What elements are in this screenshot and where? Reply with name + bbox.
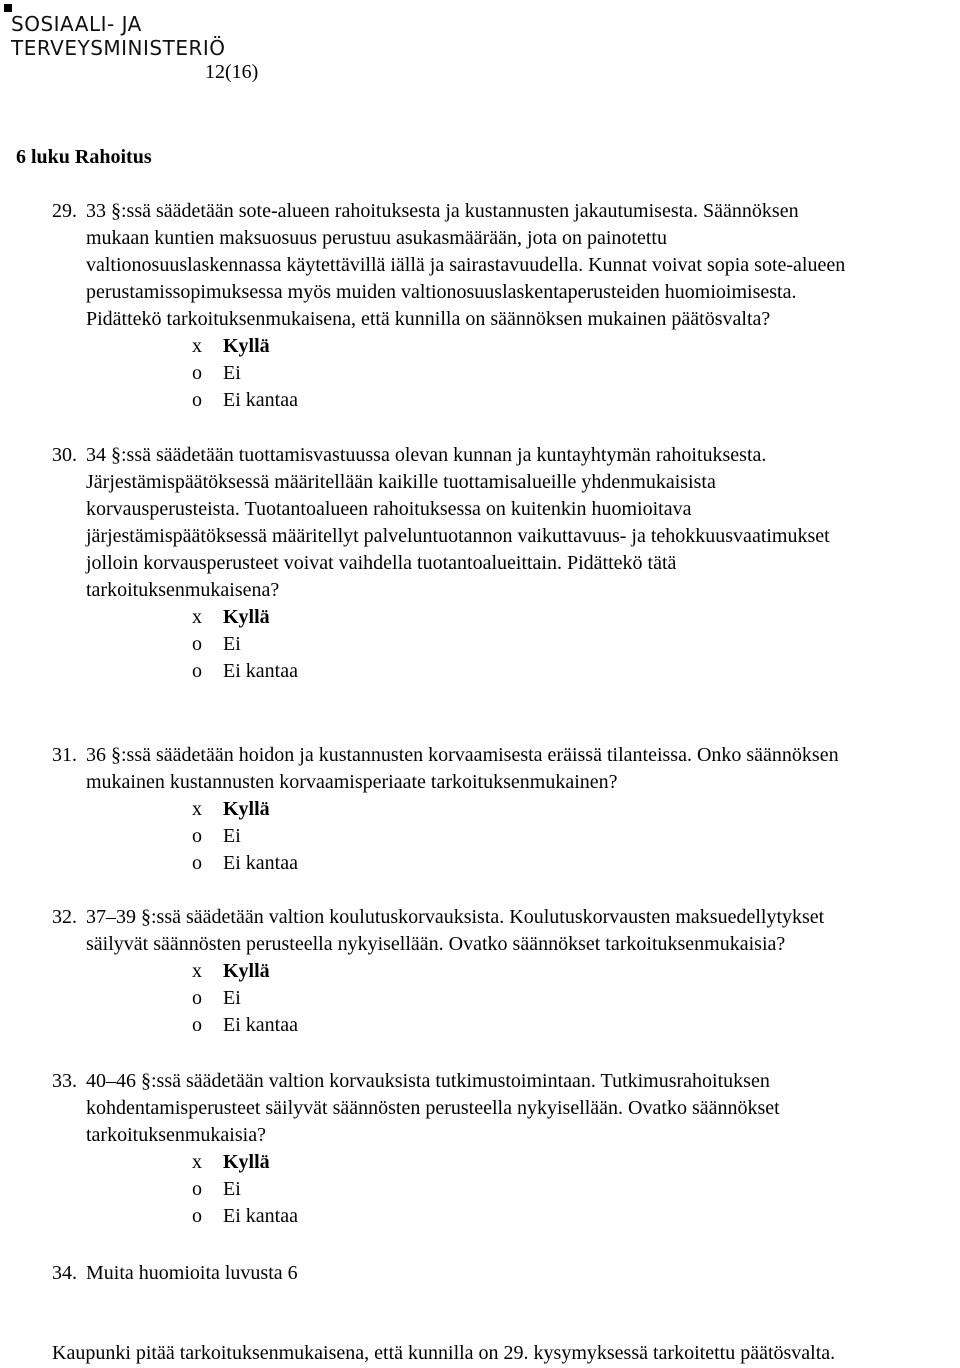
question-text-line <box>52 769 958 796</box>
unchecked-bullet-icon[interactable]: o <box>192 1014 202 1036</box>
ministry-logo <box>11 12 226 60</box>
unchecked-bullet-icon[interactable]: o <box>192 825 202 847</box>
question-text: mukaan kuntien maksuosuus perustuu asukasmäärään, jota on painotettu <box>86 227 667 249</box>
question-number: 29. <box>52 200 77 222</box>
unchecked-bullet-icon[interactable]: o <box>192 633 202 655</box>
option-label: Ei <box>223 825 241 847</box>
question-text: 37–39 §:ssä säädetään valtion koulutuskorvauksista. Koulutuskorvausten maksuedellytykset <box>86 906 825 928</box>
question-text-line <box>52 469 958 496</box>
question-text: 36 §:ssä säädetään hoidon ja kustannusten korvaamisesta eräissä tilanteissa. Onko säännöksen <box>86 744 839 766</box>
option-ei[interactable] <box>52 360 958 387</box>
checked-mark-icon[interactable]: x <box>192 798 202 820</box>
question-text-line <box>52 279 958 306</box>
question-text: Järjestämispäätöksessä määritellään kaikille tuottamisalueille yhdenmukaisista <box>86 471 716 493</box>
question-text-line <box>52 198 958 225</box>
question-text-line <box>52 523 958 550</box>
question-number: 33. <box>52 1070 77 1092</box>
logo-line-1: SOSIAALI- JA <box>11 12 142 36</box>
question-text: tarkoituksenmukaisia? <box>86 1124 266 1146</box>
option-label: Kyllä <box>223 1151 270 1173</box>
unchecked-bullet-icon[interactable]: o <box>192 987 202 1009</box>
option-ei-kantaa[interactable] <box>52 387 958 414</box>
question-text: Pidättekö tarkoituksenmukaisena, että kunnilla on säännöksen mukainen päätösvalta? <box>86 308 771 330</box>
question-text: järjestämispäätöksessä määritellyt palveluntuotannon vaikuttavuus- ja tehokkuusvaatimukset <box>86 525 830 547</box>
option-label: Kyllä <box>223 606 270 628</box>
option-label: Kyllä <box>223 960 270 982</box>
question-text-line <box>52 1260 958 1287</box>
option-kyllä[interactable] <box>52 1149 958 1176</box>
option-label: Ei kantaa <box>223 1014 298 1036</box>
answer-options <box>52 333 958 414</box>
unchecked-bullet-icon[interactable]: o <box>192 1205 202 1227</box>
unchecked-bullet-icon[interactable]: o <box>192 1178 202 1200</box>
question-text: säilyvät säännösten perusteella nykyisellään. Ovatko säännökset tarkoituksenmukaisia? <box>86 933 786 955</box>
question-text-line <box>52 1095 958 1122</box>
question-text: korvausperusteista. Tuotantoalueen rahoituksessa on kuitenkin huomioitava <box>86 498 692 520</box>
answer-options <box>52 796 958 877</box>
option-label: Ei kantaa <box>223 389 298 411</box>
answer-options <box>52 958 958 1039</box>
option-label: Ei <box>223 987 241 1009</box>
question-text-line <box>52 931 958 958</box>
question-text-line <box>52 442 958 469</box>
unchecked-bullet-icon[interactable]: o <box>192 362 202 384</box>
question-text: valtionosuuslaskennassa käytettävillä iällä ja sairastavuudella. Kunnat voivat sopia sote-alueen <box>86 254 846 276</box>
question-text: perustamissopimuksessa myös muiden valtionosuuslaskentaperusteiden huomioimisesta. <box>86 281 797 303</box>
question-text-line <box>52 252 958 279</box>
page-number: 12(16) <box>205 61 259 83</box>
question-text-line <box>52 904 958 931</box>
option-ei[interactable] <box>52 985 958 1012</box>
question-32 <box>52 904 958 1039</box>
answer-options <box>52 1149 958 1230</box>
question-text-line <box>52 496 958 523</box>
option-label: Ei <box>223 1178 241 1200</box>
option-ei[interactable] <box>52 1176 958 1203</box>
logo-mark <box>4 4 12 12</box>
checked-mark-icon[interactable]: x <box>192 335 202 357</box>
question-number: 31. <box>52 744 77 766</box>
question-text-line <box>52 577 958 604</box>
option-kyllä[interactable] <box>52 958 958 985</box>
question-text-line <box>52 550 958 577</box>
question-text: Muita huomioita luvusta 6 <box>86 1262 298 1284</box>
question-text: 40–46 §:ssä säädetään valtion korvauksista tutkimustoimintaan. Tutkimusrahoituksen <box>86 1070 770 1092</box>
checked-mark-icon[interactable]: x <box>192 606 202 628</box>
question-31 <box>52 742 958 877</box>
checked-mark-icon[interactable]: x <box>192 1151 202 1173</box>
question-text-line <box>52 225 958 252</box>
unchecked-bullet-icon[interactable]: o <box>192 660 202 682</box>
unchecked-bullet-icon[interactable]: o <box>192 852 202 874</box>
option-label: Kyllä <box>223 798 270 820</box>
option-label: Ei kantaa <box>223 1205 298 1227</box>
option-label: Kyllä <box>223 335 270 357</box>
logo-line-2: TERVEYSMINISTERIÖ <box>11 36 226 60</box>
question-text-line <box>52 1068 958 1095</box>
option-kyllä[interactable] <box>52 333 958 360</box>
question-number: 34. <box>52 1262 77 1284</box>
question-number: 30. <box>52 444 77 466</box>
question-30 <box>52 442 958 685</box>
question-text-line <box>52 742 958 769</box>
question-33 <box>52 1068 958 1230</box>
option-label: Ei <box>223 362 241 384</box>
question-text: kohdentamisperusteet säilyvät säännösten perusteella nykyisellään. Ovatko säännökset <box>86 1097 780 1119</box>
option-kyllä[interactable] <box>52 796 958 823</box>
question-text: 34 §:ssä säädetään tuottamisvastuussa olevan kunnan ja kuntayhtymän rahoituksesta. <box>86 444 767 466</box>
question-text-line <box>52 1122 958 1149</box>
option-label: Ei <box>223 633 241 655</box>
question-text: mukainen kustannusten korvaamisperiaate tarkoituksenmukainen? <box>86 771 618 793</box>
chapter-title: 6 luku Rahoitus <box>16 146 152 168</box>
option-ei[interactable] <box>52 631 958 658</box>
option-ei-kantaa[interactable] <box>52 1012 958 1039</box>
option-label: Ei kantaa <box>223 852 298 874</box>
question-34 <box>52 1260 958 1287</box>
answer-text: Kaupunki pitää tarkoituksenmukaisena, että kunnilla on 29. kysymyksessä tarkoitettu päätösvalta. <box>52 1342 836 1364</box>
question-text: jolloin korvausperusteet voivat vaihdella tuotantoalueittain. Pidättekö tätä <box>86 552 677 574</box>
question-number: 32. <box>52 906 77 928</box>
answer-options <box>52 604 958 685</box>
unchecked-bullet-icon[interactable]: o <box>192 389 202 411</box>
checked-mark-icon[interactable]: x <box>192 960 202 982</box>
question-29 <box>52 198 958 414</box>
option-label: Ei kantaa <box>223 660 298 682</box>
option-ei[interactable] <box>52 823 958 850</box>
option-ei-kantaa[interactable] <box>52 850 958 877</box>
question-text-line <box>52 306 958 333</box>
option-ei-kantaa[interactable] <box>52 1203 958 1230</box>
option-kyllä[interactable] <box>52 604 958 631</box>
question-text: 33 §:ssä säädetään sote-alueen rahoituksesta ja kustannusten jakautumisesta. Säännöksen <box>86 200 799 222</box>
option-ei-kantaa[interactable] <box>52 658 958 685</box>
question-text: tarkoituksenmukaisena? <box>86 579 280 601</box>
